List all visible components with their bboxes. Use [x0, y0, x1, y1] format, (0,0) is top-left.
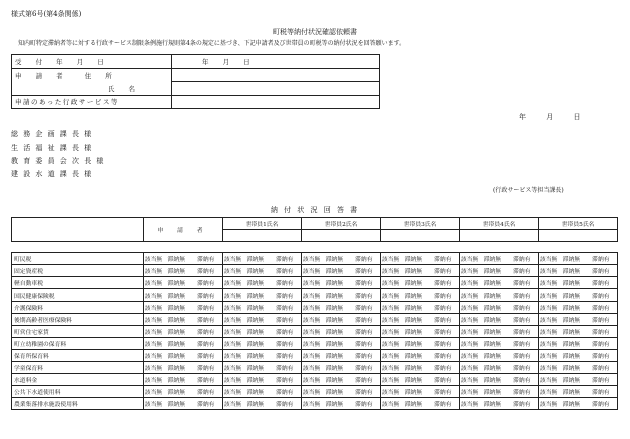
- status-option[interactable]: 該当無: [381, 313, 401, 325]
- recipient: 建設水道課長様: [11, 170, 97, 178]
- status-option[interactable]: 該当無: [144, 349, 164, 361]
- status-option[interactable]: 滞納無: [163, 277, 190, 289]
- status-option[interactable]: 滞納有: [269, 325, 302, 337]
- status-option[interactable]: 該当無: [460, 301, 480, 313]
- status-option[interactable]: 滞納無: [400, 398, 427, 410]
- status-option[interactable]: 該当無: [223, 277, 243, 289]
- member-header: 世帯員1氏名: [223, 218, 302, 230]
- document-title: 町税等納付状況確認依頼書: [273, 28, 357, 36]
- table-row: [12, 277, 618, 289]
- status-option[interactable]: 滞納無: [400, 362, 427, 374]
- status-option[interactable]: 滞納有: [506, 398, 539, 410]
- status-option[interactable]: 滞納有: [427, 253, 460, 265]
- status-option[interactable]: 滞納有: [427, 313, 460, 325]
- status-option[interactable]: 該当無: [381, 325, 401, 337]
- status-option[interactable]: 滞納有: [506, 301, 539, 313]
- status-option[interactable]: 滞納無: [558, 289, 585, 301]
- status-option[interactable]: 該当無: [144, 301, 164, 313]
- recipient: 生活福祉課長様: [11, 144, 97, 152]
- status-option[interactable]: 該当無: [460, 386, 480, 398]
- status-option[interactable]: 該当無: [539, 277, 559, 289]
- status-option[interactable]: 該当無: [539, 265, 559, 277]
- applicant-label: 申 請 者: [15, 71, 69, 80]
- status-option[interactable]: 滞納有: [427, 374, 460, 386]
- answer-table: [11, 217, 618, 410]
- status-option[interactable]: 滞納有: [190, 325, 223, 337]
- status-option[interactable]: 該当無: [223, 301, 243, 313]
- status-option[interactable]: 滞納無: [321, 374, 348, 386]
- status-option[interactable]: 該当無: [144, 265, 164, 277]
- status-option[interactable]: 該当無: [460, 398, 480, 410]
- status-option[interactable]: 滞納無: [558, 325, 585, 337]
- status-option[interactable]: 該当無: [144, 313, 164, 325]
- status-option[interactable]: 滞納有: [427, 337, 460, 349]
- received-date-value: 年 月 日: [172, 55, 380, 69]
- member-name-field[interactable]: [381, 230, 460, 242]
- tax-item-label: 固定資産税: [12, 265, 144, 277]
- tax-item-label: 後期高齢者医療保険料: [12, 313, 144, 325]
- status-option[interactable]: 滞納有: [427, 277, 460, 289]
- table-row: [12, 301, 618, 313]
- table-row: [12, 349, 618, 361]
- status-option[interactable]: 滞納有: [427, 362, 460, 374]
- status-option[interactable]: 滞納有: [506, 325, 539, 337]
- sender-label: (行政サービス等担当課長): [493, 187, 564, 194]
- status-option[interactable]: 滞納無: [163, 386, 190, 398]
- status-option[interactable]: 滞納有: [269, 337, 302, 349]
- table-row: [12, 374, 618, 386]
- status-option[interactable]: 滞納有: [269, 289, 302, 301]
- member-name-field[interactable]: [539, 230, 618, 242]
- tax-item-label: 水道料金: [12, 374, 144, 386]
- status-option[interactable]: 滞納無: [400, 265, 427, 277]
- status-option[interactable]: 滞納無: [163, 337, 190, 349]
- status-option[interactable]: 滞納有: [269, 313, 302, 325]
- status-option[interactable]: 滞納無: [242, 265, 269, 277]
- status-option[interactable]: 滞納有: [348, 337, 381, 349]
- status-option[interactable]: 滞納無: [558, 313, 585, 325]
- status-option[interactable]: 該当無: [144, 325, 164, 337]
- status-option[interactable]: 滞納有: [348, 374, 381, 386]
- received-date-label: 受 付 年 月 日: [12, 55, 172, 69]
- status-option[interactable]: 滞納無: [558, 374, 585, 386]
- status-option[interactable]: 滞納有: [585, 289, 618, 301]
- status-option[interactable]: 滞納有: [190, 349, 223, 361]
- status-option[interactable]: 滞納無: [321, 301, 348, 313]
- status-option[interactable]: 滞納無: [242, 301, 269, 313]
- status-option[interactable]: 滞納無: [242, 398, 269, 410]
- status-option[interactable]: 滞納無: [479, 349, 506, 361]
- status-option[interactable]: 滞納有: [269, 349, 302, 361]
- status-option[interactable]: 滞納無: [321, 386, 348, 398]
- status-option[interactable]: 滞納無: [163, 265, 190, 277]
- status-option[interactable]: 該当無: [460, 325, 480, 337]
- status-option[interactable]: 滞納無: [163, 325, 190, 337]
- status-option[interactable]: 滞納無: [163, 253, 190, 265]
- status-option[interactable]: 該当無: [539, 253, 559, 265]
- status-option[interactable]: 滞納有: [427, 289, 460, 301]
- status-option[interactable]: 滞納無: [242, 325, 269, 337]
- status-option[interactable]: 滞納無: [400, 277, 427, 289]
- tax-item-label: 公共下水道使用料: [12, 386, 144, 398]
- status-option[interactable]: 該当無: [460, 337, 480, 349]
- status-option[interactable]: 該当無: [381, 277, 401, 289]
- tax-item-label: 保育所保育料: [12, 349, 144, 361]
- tax-item-label: 軽自動車税: [12, 277, 144, 289]
- status-option[interactable]: 滞納無: [400, 289, 427, 301]
- tax-item-label: 介護保険料: [12, 301, 144, 313]
- status-option[interactable]: 滞納無: [558, 386, 585, 398]
- status-option[interactable]: 滞納有: [348, 301, 381, 313]
- status-option[interactable]: 該当無: [381, 386, 401, 398]
- status-option[interactable]: 該当無: [539, 301, 559, 313]
- status-option[interactable]: 滞納無: [558, 398, 585, 410]
- status-option[interactable]: 滞納無: [242, 253, 269, 265]
- status-option[interactable]: 滞納有: [190, 265, 223, 277]
- status-option[interactable]: 該当無: [302, 337, 322, 349]
- status-option[interactable]: 滞納有: [190, 253, 223, 265]
- status-option[interactable]: 該当無: [302, 253, 322, 265]
- status-option[interactable]: 滞納有: [585, 386, 618, 398]
- status-option[interactable]: 該当無: [223, 253, 243, 265]
- status-option[interactable]: 該当無: [223, 313, 243, 325]
- status-option[interactable]: 該当無: [539, 313, 559, 325]
- status-option[interactable]: 滞納有: [190, 301, 223, 313]
- status-option[interactable]: 該当無: [144, 277, 164, 289]
- table-row: [12, 398, 618, 410]
- status-option[interactable]: 該当無: [302, 301, 322, 313]
- status-option[interactable]: 滞納有: [348, 349, 381, 361]
- status-option[interactable]: 滞納有: [585, 253, 618, 265]
- status-option[interactable]: 滞納無: [321, 277, 348, 289]
- status-option[interactable]: 滞納有: [269, 277, 302, 289]
- status-option[interactable]: 該当無: [381, 362, 401, 374]
- tax-item-label: 町民税: [12, 253, 144, 265]
- status-option[interactable]: 滞納無: [163, 362, 190, 374]
- member-name-field[interactable]: [302, 230, 381, 242]
- status-option[interactable]: 滞納無: [163, 289, 190, 301]
- status-option[interactable]: 滞納無: [163, 313, 190, 325]
- status-option[interactable]: 滞納無: [163, 374, 190, 386]
- status-option[interactable]: 滞納有: [506, 289, 539, 301]
- member-header: 世帯員3氏名: [381, 218, 460, 230]
- status-option[interactable]: 滞納無: [558, 337, 585, 349]
- status-option[interactable]: 滞納無: [242, 337, 269, 349]
- status-option[interactable]: 滞納有: [585, 362, 618, 374]
- status-option[interactable]: 滞納有: [348, 362, 381, 374]
- status-option[interactable]: 該当無: [302, 386, 322, 398]
- status-option[interactable]: 該当無: [144, 253, 164, 265]
- status-option[interactable]: 滞納有: [506, 362, 539, 374]
- service-label: 申請のあった行政サービス等: [12, 95, 172, 109]
- status-option[interactable]: 滞納有: [427, 386, 460, 398]
- status-option[interactable]: 該当無: [302, 325, 322, 337]
- status-option[interactable]: 滞納無: [242, 362, 269, 374]
- member-name-field[interactable]: [460, 230, 539, 242]
- status-option[interactable]: 該当無: [381, 253, 401, 265]
- form-number: 様式第6号(第4条関係): [11, 10, 82, 18]
- status-option[interactable]: 滞納無: [321, 337, 348, 349]
- reception-table: [11, 54, 380, 109]
- status-option[interactable]: 滞納無: [242, 289, 269, 301]
- status-option[interactable]: 該当無: [144, 289, 164, 301]
- status-option[interactable]: 滞納有: [427, 398, 460, 410]
- status-option[interactable]: 該当無: [302, 277, 322, 289]
- status-option[interactable]: 該当無: [381, 398, 401, 410]
- status-option[interactable]: 該当無: [223, 362, 243, 374]
- status-option[interactable]: 滞納無: [479, 386, 506, 398]
- status-option[interactable]: 滞納有: [348, 398, 381, 410]
- status-option[interactable]: 該当無: [539, 374, 559, 386]
- status-option[interactable]: 該当無: [223, 265, 243, 277]
- status-option[interactable]: 滞納有: [506, 374, 539, 386]
- status-option[interactable]: 該当無: [539, 398, 559, 410]
- status-option[interactable]: 滞納有: [427, 265, 460, 277]
- status-option[interactable]: 滞納無: [479, 253, 506, 265]
- status-option[interactable]: 該当無: [460, 362, 480, 374]
- status-option[interactable]: 該当無: [302, 362, 322, 374]
- status-option[interactable]: 該当無: [144, 374, 164, 386]
- tax-item-label: 学童保育料: [12, 362, 144, 374]
- status-option[interactable]: 滞納無: [400, 349, 427, 361]
- status-option[interactable]: 該当無: [460, 289, 480, 301]
- status-option[interactable]: 滞納有: [348, 253, 381, 265]
- status-option[interactable]: 滞納無: [400, 313, 427, 325]
- status-option[interactable]: 滞納有: [585, 337, 618, 349]
- header-blank: [12, 218, 144, 242]
- status-option[interactable]: 該当無: [381, 289, 401, 301]
- status-option[interactable]: 滞納無: [558, 301, 585, 313]
- date-line: 年 月 日: [519, 113, 590, 121]
- address-field[interactable]: [172, 68, 380, 82]
- status-option[interactable]: 滞納有: [585, 277, 618, 289]
- status-option[interactable]: 滞納無: [242, 374, 269, 386]
- status-option[interactable]: 滞納有: [585, 325, 618, 337]
- status-option[interactable]: 滞納無: [400, 301, 427, 313]
- table-row: [12, 325, 618, 337]
- status-option[interactable]: 該当無: [302, 265, 322, 277]
- status-option[interactable]: 滞納無: [558, 362, 585, 374]
- table-row: [12, 362, 618, 374]
- table-row: [12, 265, 618, 277]
- tax-item-label: 町営住宅家賃: [12, 325, 144, 337]
- status-option[interactable]: 滞納無: [163, 349, 190, 361]
- status-option[interactable]: 滞納有: [506, 313, 539, 325]
- status-option[interactable]: 滞納無: [400, 386, 427, 398]
- status-option[interactable]: 滞納有: [585, 398, 618, 410]
- status-option[interactable]: 該当無: [144, 398, 164, 410]
- member-name-field[interactable]: [223, 230, 302, 242]
- status-option[interactable]: 滞納無: [321, 253, 348, 265]
- status-option[interactable]: 滞納無: [400, 325, 427, 337]
- status-option[interactable]: 滞納有: [190, 386, 223, 398]
- recipient: 教育委員会次長様: [11, 157, 109, 165]
- status-option[interactable]: 滞納有: [190, 398, 223, 410]
- status-option[interactable]: 滞納有: [190, 362, 223, 374]
- status-option[interactable]: 滞納無: [321, 289, 348, 301]
- status-option[interactable]: 該当無: [460, 349, 480, 361]
- status-option[interactable]: 該当無: [381, 337, 401, 349]
- status-option[interactable]: 滞納有: [348, 289, 381, 301]
- status-option[interactable]: 該当無: [539, 349, 559, 361]
- table-row: [12, 289, 618, 301]
- status-option[interactable]: 滞納無: [479, 325, 506, 337]
- status-option[interactable]: 滞納無: [321, 313, 348, 325]
- status-option[interactable]: 滞納有: [506, 386, 539, 398]
- status-option[interactable]: 滞納無: [558, 253, 585, 265]
- status-option[interactable]: 滞納有: [506, 253, 539, 265]
- status-option[interactable]: 滞納無: [242, 386, 269, 398]
- status-option[interactable]: 該当無: [223, 386, 243, 398]
- status-option[interactable]: 滞納有: [427, 325, 460, 337]
- status-option[interactable]: 該当無: [223, 374, 243, 386]
- table-row: [12, 313, 618, 325]
- status-option[interactable]: 滞納無: [479, 398, 506, 410]
- status-option[interactable]: 該当無: [223, 289, 243, 301]
- status-option[interactable]: 該当無: [144, 386, 164, 398]
- status-option[interactable]: 滞納有: [190, 277, 223, 289]
- status-option[interactable]: 滞納無: [400, 337, 427, 349]
- status-option[interactable]: 該当無: [223, 325, 243, 337]
- status-option[interactable]: 滞納無: [479, 301, 506, 313]
- tax-item-label: 町立幼稚園の保育料: [12, 337, 144, 349]
- status-option[interactable]: 滞納有: [585, 374, 618, 386]
- status-option[interactable]: 滞納無: [479, 277, 506, 289]
- status-option[interactable]: 滞納有: [348, 313, 381, 325]
- status-option[interactable]: 該当無: [223, 398, 243, 410]
- status-option[interactable]: 滞納有: [348, 277, 381, 289]
- status-option[interactable]: 該当無: [302, 398, 322, 410]
- name-field[interactable]: [172, 82, 380, 96]
- status-option[interactable]: 滞納有: [506, 349, 539, 361]
- status-option[interactable]: 該当無: [539, 325, 559, 337]
- status-option[interactable]: 滞納無: [479, 337, 506, 349]
- table-spacer: [12, 242, 618, 253]
- status-option[interactable]: 滞納有: [269, 301, 302, 313]
- status-option[interactable]: 該当無: [381, 301, 401, 313]
- status-option[interactable]: 滞納無: [321, 265, 348, 277]
- status-option[interactable]: 滞納無: [242, 277, 269, 289]
- status-option[interactable]: 滞納無: [479, 289, 506, 301]
- member-header: 世帯員2氏名: [302, 218, 381, 230]
- status-option[interactable]: 該当無: [302, 289, 322, 301]
- intro-text: 知内町特定滞納者等に対する行政サービス制限条例施行規則第4条の規定に基づき、下記申請者及び世帯員の町税等の納付状況を回答願います。: [18, 40, 406, 47]
- name-label: 氏 名: [107, 84, 141, 93]
- status-option[interactable]: 滞納有: [585, 349, 618, 361]
- status-option[interactable]: 滞納有: [506, 265, 539, 277]
- status-option[interactable]: 滞納無: [479, 265, 506, 277]
- status-option[interactable]: 該当無: [223, 349, 243, 361]
- status-option[interactable]: 該当無: [460, 253, 480, 265]
- member-header: 世帯員5氏名: [539, 218, 618, 230]
- member-header: 世帯員4氏名: [460, 218, 539, 230]
- status-option[interactable]: 滞納有: [348, 386, 381, 398]
- status-option[interactable]: 滞納有: [269, 362, 302, 374]
- status-option[interactable]: 該当無: [539, 386, 559, 398]
- address-label: 住 所: [84, 71, 118, 80]
- status-option[interactable]: 滞納無: [242, 313, 269, 325]
- status-option[interactable]: 滞納有: [190, 289, 223, 301]
- status-option[interactable]: 該当無: [381, 349, 401, 361]
- status-option[interactable]: 滞納無: [321, 362, 348, 374]
- status-option[interactable]: 滞納有: [190, 313, 223, 325]
- answer-title: 納 付 状 況 回 答 書: [270, 206, 360, 214]
- status-option[interactable]: 該当無: [539, 337, 559, 349]
- service-field[interactable]: [172, 95, 380, 109]
- recipient: 総務企画課長様: [11, 130, 97, 138]
- status-option[interactable]: 該当無: [144, 362, 164, 374]
- status-option[interactable]: 滞納有: [269, 253, 302, 265]
- applicant-header: 申 請 者: [144, 218, 223, 242]
- status-option[interactable]: 該当無: [223, 337, 243, 349]
- status-option[interactable]: 滞納無: [479, 374, 506, 386]
- status-option[interactable]: 滞納有: [190, 337, 223, 349]
- status-option[interactable]: 滞納有: [585, 301, 618, 313]
- status-option[interactable]: 滞納有: [348, 265, 381, 277]
- status-option[interactable]: 滞納無: [558, 277, 585, 289]
- status-option[interactable]: 滞納有: [269, 265, 302, 277]
- status-option[interactable]: 滞納有: [506, 337, 539, 349]
- tax-item-label: 国民健康保険税: [12, 289, 144, 301]
- status-option[interactable]: 滞納無: [479, 313, 506, 325]
- status-option[interactable]: 滞納無: [163, 398, 190, 410]
- status-option[interactable]: 滞納有: [190, 374, 223, 386]
- status-option[interactable]: 滞納無: [400, 374, 427, 386]
- status-option[interactable]: 滞納無: [400, 253, 427, 265]
- status-option[interactable]: 滞納無: [479, 362, 506, 374]
- status-option[interactable]: 滞納無: [321, 349, 348, 361]
- status-option[interactable]: 該当無: [460, 277, 480, 289]
- status-option[interactable]: 該当無: [381, 265, 401, 277]
- status-option[interactable]: 滞納有: [269, 386, 302, 398]
- status-option[interactable]: 滞納有: [427, 349, 460, 361]
- status-option[interactable]: 該当無: [460, 374, 480, 386]
- status-option[interactable]: 滞納有: [585, 313, 618, 325]
- tax-item-label: 農業集落排水施設使用料: [12, 398, 144, 410]
- status-option[interactable]: 滞納有: [269, 398, 302, 410]
- status-option[interactable]: 該当無: [302, 374, 322, 386]
- status-option[interactable]: 滞納無: [163, 301, 190, 313]
- status-option[interactable]: 該当無: [302, 349, 322, 361]
- status-option[interactable]: 滞納無: [321, 325, 348, 337]
- table-row: [12, 253, 618, 265]
- status-option[interactable]: 滞納無: [558, 349, 585, 361]
- status-option[interactable]: 該当無: [144, 337, 164, 349]
- status-option[interactable]: 滞納有: [506, 277, 539, 289]
- status-option[interactable]: 該当無: [302, 313, 322, 325]
- status-option[interactable]: 該当無: [381, 374, 401, 386]
- status-option[interactable]: 滞納有: [585, 265, 618, 277]
- status-option[interactable]: 該当無: [539, 289, 559, 301]
- table-row: [12, 386, 618, 398]
- status-option[interactable]: 滞納有: [427, 301, 460, 313]
- status-option[interactable]: 滞納無: [242, 349, 269, 361]
- status-option[interactable]: 滞納無: [321, 398, 348, 410]
- status-option[interactable]: 該当無: [460, 265, 480, 277]
- status-option[interactable]: 滞納有: [348, 325, 381, 337]
- table-row: [12, 337, 618, 349]
- status-option[interactable]: 該当無: [539, 362, 559, 374]
- status-option[interactable]: 滞納有: [269, 374, 302, 386]
- status-option[interactable]: 該当無: [460, 313, 480, 325]
- status-option[interactable]: 滞納無: [558, 265, 585, 277]
